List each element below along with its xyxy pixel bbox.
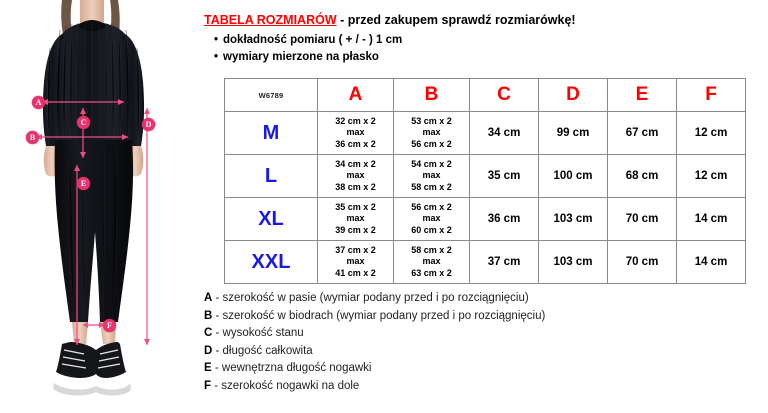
- size-label: L: [225, 155, 318, 198]
- product-photo: [0, 0, 196, 413]
- legend-text: - szerokość nogawki na dole: [211, 379, 360, 392]
- cell-b: 56 cm x 2 max 60 cm x 2: [394, 198, 470, 241]
- measure-marker-f: F: [103, 319, 116, 332]
- cell-a: 32 cm x 2 max 36 cm x 2: [318, 112, 394, 155]
- column-header-a: A: [318, 79, 394, 112]
- cell-a: 34 cm x 2 max 38 cm x 2: [318, 155, 394, 198]
- size-table: [224, 78, 746, 284]
- legend-text: - długość całkowita: [212, 344, 313, 357]
- product-code: W6789: [225, 79, 318, 112]
- legend-key: C: [204, 327, 213, 339]
- table-row: [225, 198, 746, 241]
- note-text: dokładność pomiaru ( + / - ) 1 cm: [223, 34, 403, 46]
- legend-text: - wewnętrzna długość nogawki: [211, 362, 372, 374]
- legend-key: B: [204, 309, 213, 322]
- note-item: [214, 49, 402, 66]
- cell-d: 100 cm: [539, 155, 608, 198]
- table-header-row: [225, 79, 746, 112]
- note-item: [214, 32, 402, 49]
- measure-marker-a: A: [32, 96, 45, 109]
- notes-list: [214, 32, 402, 66]
- cell-f: 14 cm: [677, 198, 746, 241]
- cell-a: 37 cm x 2 max 41 cm x 2: [318, 241, 394, 284]
- legend-text: - szerokość w biodrach (wymiar podany przed i po rozciągnięciu): [212, 309, 546, 322]
- size-label: M: [225, 112, 318, 155]
- cell-b: 54 cm x 2 max 58 cm x 2: [394, 155, 470, 198]
- legend-item-c: [204, 325, 545, 343]
- legend-item-f: [204, 378, 545, 396]
- size-label: XL: [225, 198, 318, 241]
- column-header-d: D: [539, 79, 608, 112]
- page-title-accent: TABELA ROZMIARÓW: [204, 13, 337, 27]
- measure-marker-c: C: [77, 116, 90, 129]
- cell-b: 53 cm x 2 max 56 cm x 2: [394, 112, 470, 155]
- measure-marker-d: D: [142, 118, 155, 131]
- cell-f: 12 cm: [677, 155, 746, 198]
- measure-marker-b: B: [26, 131, 39, 144]
- table-row: [225, 112, 746, 155]
- cell-a: 35 cm x 2 max 39 cm x 2: [318, 198, 394, 241]
- chart-content: [196, 0, 768, 413]
- page-title: [204, 13, 576, 27]
- legend-key: F: [204, 379, 212, 392]
- legend-item-e: [204, 360, 545, 378]
- legend-item-d: [204, 343, 545, 361]
- legend-item-b: [204, 308, 545, 326]
- column-header-f: F: [677, 79, 746, 112]
- bullet-dot-icon: •: [214, 34, 219, 46]
- cell-e: 68 cm: [608, 155, 677, 198]
- cell-e: 70 cm: [608, 241, 677, 284]
- column-header-c: C: [470, 79, 539, 112]
- cell-e: 67 cm: [608, 112, 677, 155]
- cell-d: 103 cm: [539, 198, 608, 241]
- table-row: [225, 241, 746, 284]
- column-header-e: E: [608, 79, 677, 112]
- note-text: wymiary mierzone na płasko: [223, 51, 379, 63]
- cell-f: 12 cm: [677, 112, 746, 155]
- size-label: XXL: [225, 241, 318, 284]
- legend-text: - wysokość stanu: [212, 327, 304, 339]
- legend-key: A: [204, 292, 213, 304]
- cell-c: 35 cm: [470, 155, 539, 198]
- legend-item-a: [204, 290, 545, 308]
- legend: [204, 290, 545, 395]
- table-row: [225, 155, 746, 198]
- cell-b: 58 cm x 2 max 63 cm x 2: [394, 241, 470, 284]
- bullet-dot-icon: •: [214, 51, 219, 63]
- cell-c: 34 cm: [470, 112, 539, 155]
- cell-d: 99 cm: [539, 112, 608, 155]
- measure-marker-e: E: [77, 177, 90, 190]
- cell-c: 37 cm: [470, 241, 539, 284]
- size-table-wrapper: [224, 78, 745, 284]
- cell-e: 70 cm: [608, 198, 677, 241]
- legend-key: E: [204, 362, 212, 374]
- legend-key: D: [204, 344, 213, 357]
- column-header-b: B: [394, 79, 470, 112]
- page-title-rest: - przed zakupem sprawdź rozmiarówkę!: [336, 13, 576, 27]
- cell-c: 36 cm: [470, 198, 539, 241]
- cell-d: 103 cm: [539, 241, 608, 284]
- legend-text: - szerokość w pasie (wymiar podany przed i po rozciągnięciu): [212, 292, 529, 304]
- cell-f: 14 cm: [677, 241, 746, 284]
- model-illustration: [0, 0, 196, 413]
